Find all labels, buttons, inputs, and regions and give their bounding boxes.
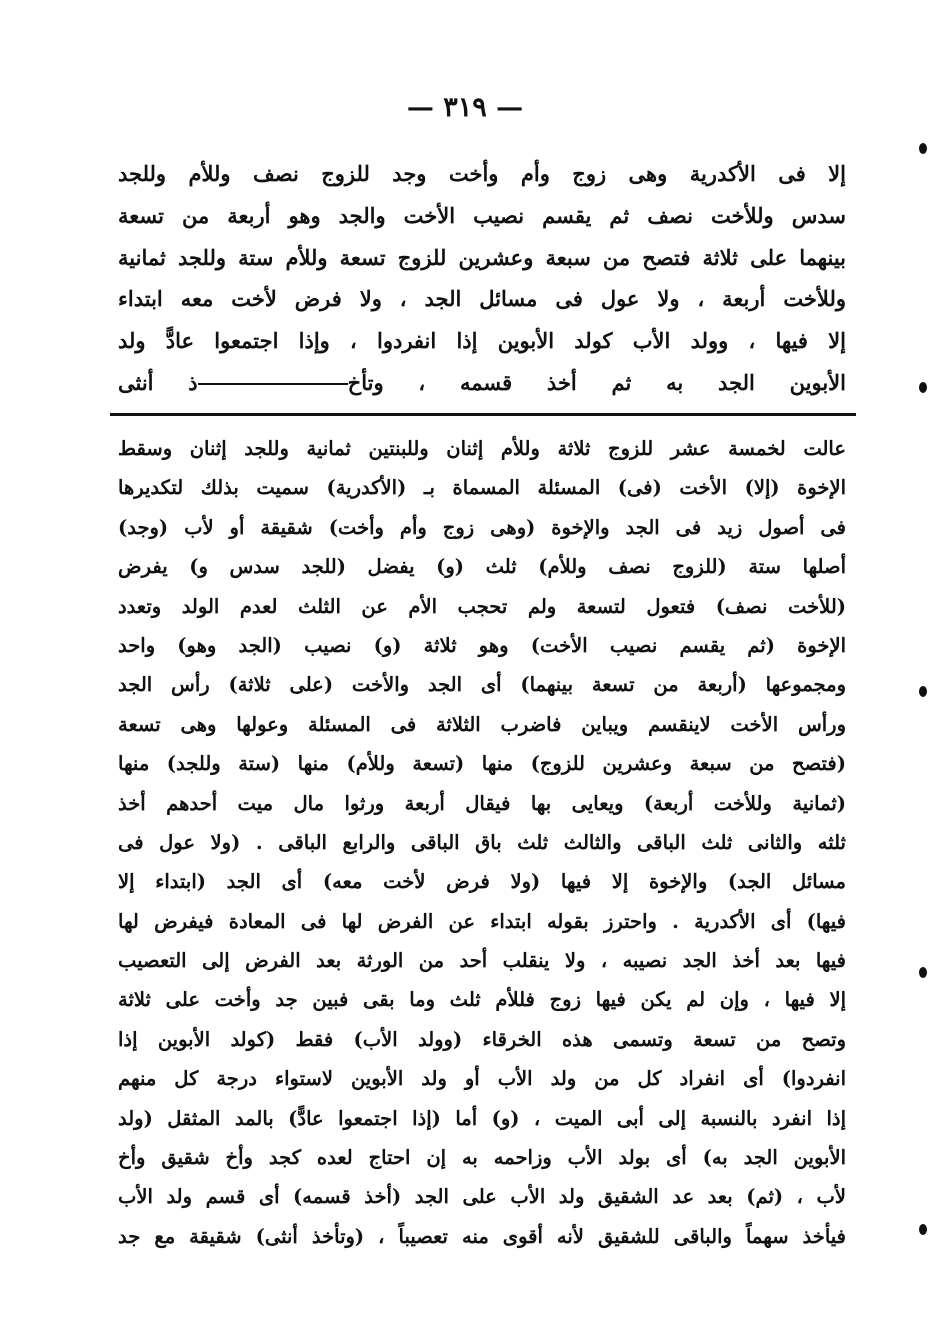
binding-mark	[919, 686, 927, 697]
commentary-line: مسائل الجد) والإخوة إلا فيها (ولا فرض لأخت معه) أى الجد (ابتداء إلا	[118, 870, 846, 894]
commentary-line: إلا فيها ، وإن لم يكن فيها زوج فللأم ثلث وما بقى فبين جد وأخت على ثلاثة	[118, 988, 846, 1012]
main-text-line: إلا فى الأكدرية وهى زوج وأم وأخت وجد للزوج نصف وللأم وللجد	[118, 161, 846, 186]
main-text	[118, 153, 846, 404]
main-text-line: وللأخت أربعة ، ولا عول فى مسائل الجد ، ولا فرض لأخت معه ابتداء	[118, 286, 846, 312]
separator-rule	[110, 413, 856, 416]
main-text-line: سدس وللأخت نصف ثم يقسم نصيب الأخت والجد وهو أربعة من تسعة	[118, 202, 846, 228]
main-text-last-line-start: الأبوين الجد به ثم أخذ قسمه ، وتأخ	[347, 369, 846, 395]
commentary-line: فيها بعد أخذ الجد نصيبه ، ولا ينقلب أحد من الورثة بعد الفرض إلى التعصيب	[118, 949, 846, 973]
main-text-line: إلا فيها ، وولد الأب كولد الأبوين إذا انفردوا ، وإذا اجتمعوا عادًّ ولد	[118, 328, 846, 354]
commentary-line: وتصح من تسعة وتسمى هذه الخرقاء (وولد الأب) فقط (كولد الأبوين إذا	[118, 1027, 846, 1051]
commentary-line: ثلثه والثانى ثلث الباقى والثالث ثلث باق الباقى والرابع الباقى . (ولا عول فى	[118, 830, 846, 854]
commentary-line: ومجموعها (أربعة من تسعة بينهما) أى الجد والأخت (على ثلاثة) رأس الجد	[118, 673, 846, 697]
binding-mark	[919, 143, 927, 154]
commentary-line: إذا انفرد بالنسبة إلى أبى الميت ، (و) أما (إذا اجتمعوا عادًّ) بالمد المثقل (ولد	[118, 1106, 846, 1130]
commentary-line: فيأخذ سهماً والباقى للشقيق لأنه أقوى منه تعصيباً ، (وتأخذ أنثى) شقيقة مع جد	[118, 1224, 846, 1248]
commentary-line: الإخوة (إلا) الأخت (فى) المسئلة المسماة بـ (الأكدرية) سميت بذلك لتكديرها	[118, 476, 846, 500]
commentary-text	[118, 429, 846, 1256]
main-text-line: بينهما على ثلاثة فتصح من سبعة وعشرين للزوج تسعة وللأم ستة وللجد ثمانية	[118, 244, 846, 270]
binding-mark	[919, 382, 927, 393]
commentary-line: الإخوة (ثم يقسم نصيب الأخت) وهو ثلاثة (و) نصيب (الجد وهو) واحد	[118, 633, 846, 657]
text-gap-line	[198, 383, 348, 385]
binding-mark	[919, 1224, 927, 1235]
commentary-line: لأب ، (ثم) بعد عد الشقيق ولد الأب على الجد (أخذ قسمه) أى قسم ولد الأب	[118, 1185, 846, 1209]
main-text-last-line-end: ذ أنثى	[118, 369, 198, 395]
commentary-line: ورأس الأخت لاينقسم ويباين فاضرب الثلاثة فى المسئلة وعولها وهى تسعة	[118, 712, 846, 736]
commentary-line: (للأخت نصف) فتعول لتسعة ولم تحجب الأم عن الثلث لعدم الولد وتعدد	[118, 594, 846, 618]
binding-mark	[919, 967, 927, 978]
main-text-last-line	[118, 362, 846, 404]
commentary-line: أصلها ستة (للزوج نصف وللأم) ثلث (و) يفضل (للجد سدس و) يفرض	[118, 555, 846, 579]
commentary-line: الأبوين الجد به) أى بولد الأب وزاحمه به إن احتاج لعده كجد وأخ شقيق وأخ	[118, 1146, 846, 1170]
commentary-line: (ثمانية وللأخت أربعة) ويعايى بها فيقال أربعة ورثوا مال ميت أحدهم أخذ	[118, 791, 846, 815]
commentary-line: فى أصول زيد فى الجد والإخوة (وهى زوج وأم وأخت) شقيقة أو لأب (وجد)	[118, 515, 846, 539]
commentary-line: انفردوا) أى انفراد كل من ولد الأب أو ولد الأبوين لاستواء درجة كل منهم	[118, 1067, 846, 1091]
page-number: — ٣١٩ —	[406, 92, 524, 123]
commentary-line: فيها) أى الأكدرية . واحترز بقوله ابتداء عن الفرض لها فى المعادة فيفرض لها	[118, 909, 846, 933]
commentary-line: (فتصح من سبعة وعشرين للزوج) منها (تسعة وللأم) منها (ستة وللجد) منها	[118, 752, 846, 776]
commentary-line: عالت لخمسة عشر للزوج ثلاثة وللأم إثنان وللبنتين ثمانية وللجد إثنان وسقط	[118, 437, 846, 460]
